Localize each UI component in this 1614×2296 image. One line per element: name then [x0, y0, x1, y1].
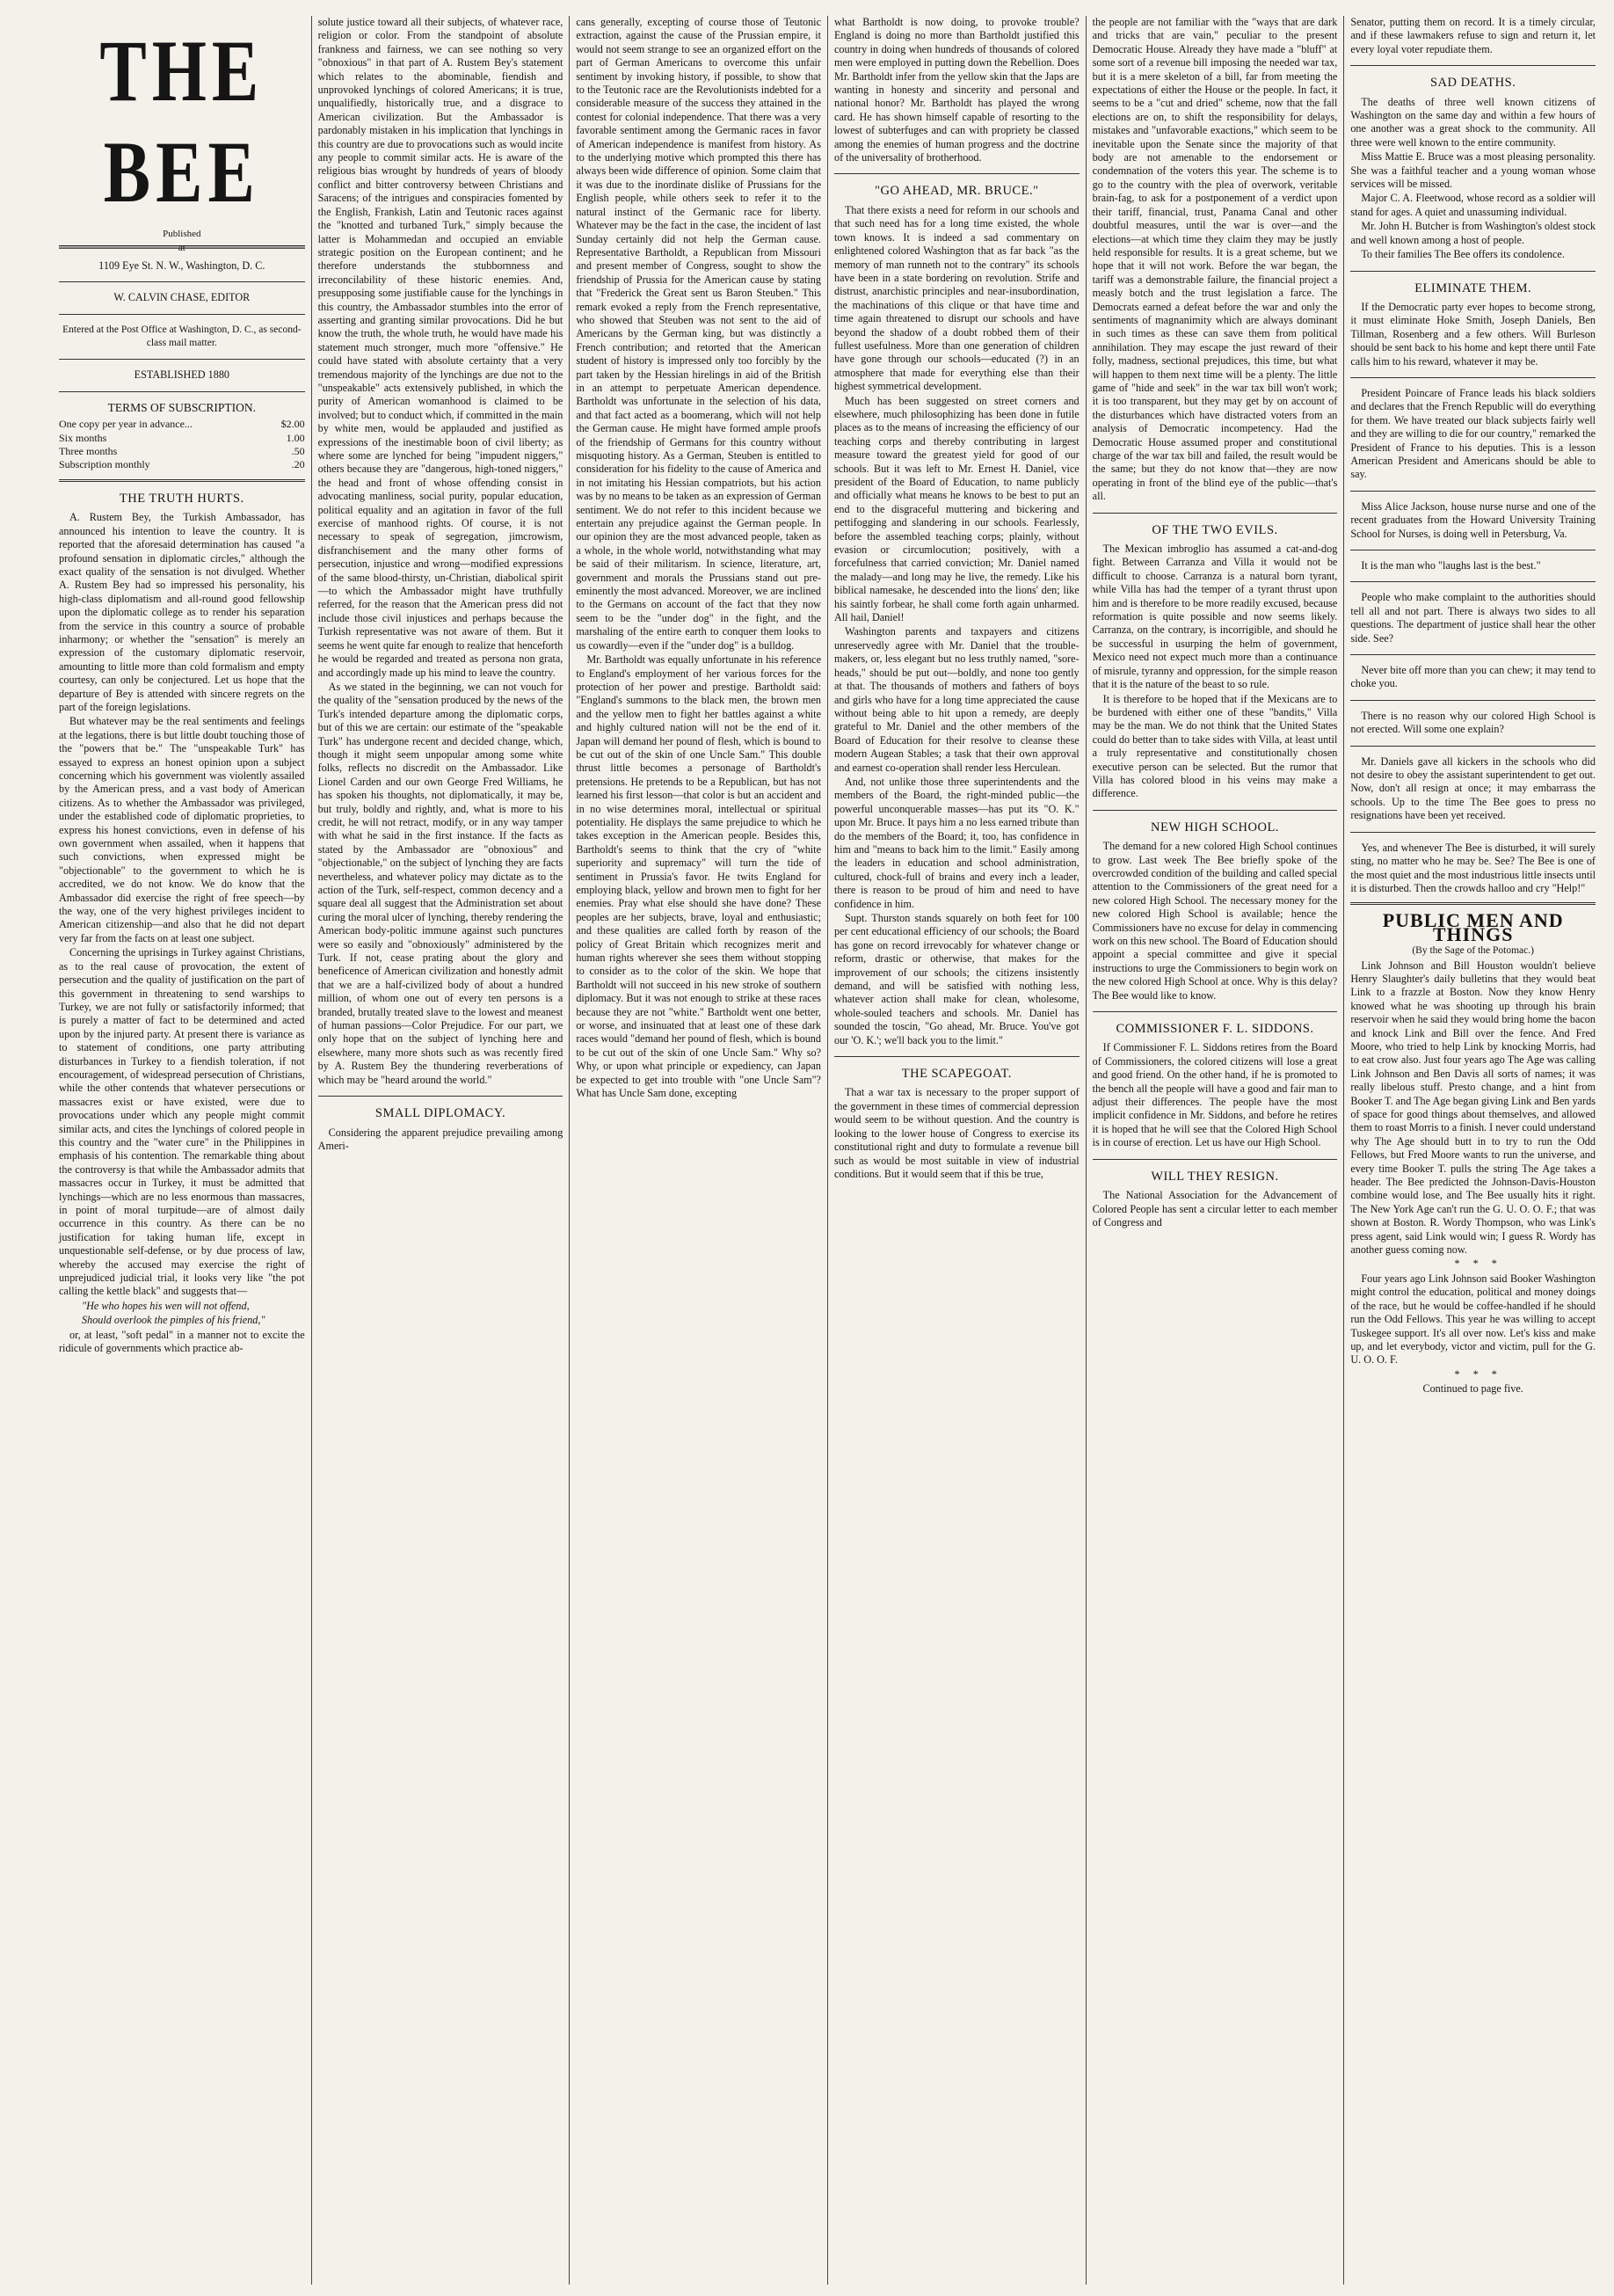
article-paragraph: The National Association for the Advancement of Colored People has sent a circular letter to each member of Congress and [1092, 1189, 1338, 1228]
brief-item: Never bite off more than you can chew; it may tend to choke you. [1350, 664, 1596, 690]
article-headline: THE SCAPEGOAT. [901, 1067, 1012, 1082]
byline: (By the Sage of the Potomac.) [1412, 945, 1534, 957]
divider [59, 281, 305, 282]
subscription-label: One copy per year in advance... [59, 418, 193, 431]
subscription-price: 1.00 [286, 431, 305, 444]
divider [1350, 271, 1596, 272]
article-paragraph: The deaths of three well known citizens of Washington on the same day and within a few hours of one another was a great shock to the community. All three were well known to the entire community. [1350, 95, 1596, 149]
subscription-label: Six months [59, 431, 107, 444]
article-paragraph: The demand for a new colored High School continues to grow. Last week The Bee briefly spoke of the overcrowded condition of the building and called special attention to the Commissioners of the great need for a new colored High School. The necessary money for the new colored High School is available; hence the Commissioners have no excuse for delay in commencing work on this new school. The Board of Education should appoint a special committee and give it special instructions to urge the Commissioners to begin work on the new colored High School at once. Why is this delay? The Bee would like to know. [1092, 840, 1338, 1002]
divider [59, 391, 305, 392]
table-row [59, 418, 305, 431]
divider [1093, 810, 1338, 811]
table-row [59, 458, 305, 471]
section-stars: * * * [1454, 1257, 1502, 1271]
subscription-table [59, 418, 305, 472]
column-6 [1343, 16, 1602, 2285]
at-label: at [178, 243, 185, 254]
article-paragraph: Concerning the uprisings in Turkey against Christians, as to the real cause of provocation, the extent of persecution and the quality of justification on the part of this government in threatening to send warships to Turkey, we are not fully or satisfactorily informed; that is purely a matter of fact to be determined and acted upon by the injured party. At present there is variance as to statement of conditions, one party attributing disturbances in Turkey to a fiendish toleration, if not encouragement, of widespread persecution of Christians, while the other contends that whatever persecutions or massacres exist or have existed, were due to provocations under which any people might commit similar acts, and cites the lynchings of colored people in this country and the "water cure" in the Philippines in emphasis of his contention. The remarkable thing about the controversy is that while the Ambassador admits that massacres occur in Turkey, it must be admitted that lynchings—which are no less enormous than massacres, in point of moral turpitude—are of almost daily occurrence in this country. As there can be no justification for taking human life, except in unquestionable self-defense, or by due process of law, whereby the accused may exercise the right of unprejudiced judicial trial, it looks very like "the pot calling the kettle black" and suggests that— [59, 946, 305, 1298]
divider [1350, 700, 1596, 701]
article-headline: COMMISSIONER F. L. SIDDONS. [1116, 1022, 1314, 1037]
article-paragraph: A. Rustem Bey, the Turkish Ambassador, has announced his intention to leave the country. It is reported that the aforesaid determination has caused "a profound sensation in diplomatic circles," although the exact quality of the sensation is not divulged. Whether A. Rustem Bey had so impressed his personality, his high-class diplomatism and all-round good fellowship upon the diplomatic college as to render his separation from the service in this country a source of probable inharmony; or whether the "sensation" is merely an expression of the customary diplomatic reservoir, amounting to little more than cold formalism and empty courtesy, can only be conjectured. Let us hope that the departure of Bey is attended with sincere regrets on the part of the foreign legislations. [59, 511, 305, 713]
continued-notice: Continued to page five. [1422, 1382, 1523, 1396]
article-paragraph: Miss Mattie E. Bruce was a most pleasing personality. She was a faithful teacher and a young woman whose services will be missed. [1350, 150, 1596, 191]
subscription-label: Three months [59, 445, 118, 458]
section-headline: PUBLIC MEN AND THINGS [1382, 909, 1564, 945]
divider [1350, 832, 1596, 833]
divider [1350, 902, 1596, 905]
article-paragraph: the people are not familiar with the "ways that are dark and tricks that are vain," peculiar to the present Democratic House. Already they have made a "bluff" at some sort of a revenue bill imposing the needed war tax, but it is a mere skeleton of a bill, far from meeting the expectations of either the House or the people. In fact, it seems to be a "cut and dried" scheme, now that the fall elections are on, to shift the responsibility for delays, mistakes and "unfavorable exactions," which seem to be inevitable upon the Senate since the majority of that body are not amenable to the endorsement or condemnation of the voters this year. The scheme is to go to the country with the plea of overwork, veritable brain-fag, to ask for a postponement of a verdict upon their tariff, financial, trust, Panama Canal and other doubtful measures, until the war is over—and the elections—at which time they claim they may be justly held responsible for results. It is a great scheme, but we hope that it will not work. Before the war began, the tariff was a demonstrable failure, the financial project a measly botch and the trust legislation a farce. The Democrats earned a defeat before the war and only the sentiments of magnanimity which are always dominant in such times as these can save them from political annihilation. They may escape the just reward of their folly, madness, sectional prejudices, this time, but what will happen to them next time will be a plenty. The little game of "hide and seek" in the war tax bill won't work; it is too transparent, but they may get by on account of the disturbances which have distracted voters from an analysis of Democratic incompetency. Had the Democratic House assumed proper and constitutional charge of the war tax bill and failed, the result would be the same; but they do not know that—they are now operating in front of the blind eye of the public—that's all. [1092, 16, 1338, 503]
article-paragraph: Link Johnson and Bill Houston wouldn't believe Henry Slaughter's daily bulletins that they would beat Link to a frazzle at Boston. Now they know Henry knowed what he was shooting up through his brain reservoir when he said they would bring home the bacon and knock Link and Bill over the fence. And Fred Moore, who tried to help Link by knocking Morris, had to eat crow also. Just four years ago The Age was calling Link Johnson and Ben Davis all sorts of names; it was really libelous stuff. Presto change, and a hint from Booker T. and The Age began giving Link and Ben yards of space for good things about themselves, and allowed them to roast Morris to a finish. I never could understand why The Age should butt in to try to run the Odd Fellows, but Fred Moore wants to run the universe, and every time Booker T. pulls the string The Age takes a header. The Bee predicted the Johnson-Davis-Houston combine would lose, and The Bee usually hits it right. The New York Age can't run the G. U. O. O. F.; that was shown at Boston. R. Wordy Thompson, who was Link's press agent, said Link would win; I guess R. Wordy has another guess coming now. [1350, 958, 1596, 1257]
divider [59, 314, 305, 315]
divider [1093, 1159, 1338, 1160]
published-label: Published [163, 229, 201, 239]
article-paragraph: Considering the apparent prejudice prevailing among Ameri- [317, 1126, 563, 1152]
article-paragraph: But whatever may be the real sentiments and feelings at the legations, there is but little doubt touching those of the "powers that be." The "unspeakable Turk" has essayed to express an honest opinion upon a subject concerning which his government was violently assailed by the American press, and a vast body of American citizens. As to whether the Ambassador was privileged, under the established code of diplomatic proprieties, to express his honest convictions, even in defense of his own government when assailed, when it happens that such convictions, when expressed might be "objectionable" to the government to which he is accredited, we do not know. We do know that the Ambassador did exercise the right of free speech—by the way, one of the very highest privileges incident to American citizenship—and also that he did not depart very far from the facts on at least one subject. [59, 715, 305, 944]
article-headline: OF THE TWO EVILS. [1152, 522, 1278, 537]
divider [59, 479, 305, 482]
article-paragraph: Major C. A. Fleetwood, whose record as a soldier will stand for ages. A quiet and unassuming individual. [1350, 192, 1596, 218]
article-paragraph: The Mexican imbroglio has assumed a cat-and-dog fight. Between Carranza and Villa it would not be difficult to choose. Carranza is a natural born tyrant, while Villa has had the temper of a tyrant thrust upon him and is therefore to be more readily excused, because reformation is quite possible and now seems likely. Carranza, on the contrary, is incorrigible, and should he be successful in usurping the helm of government, Mexico need not expect much more than a continuance of misrule, tyranny and oppression, for the simple reason that it is the nature of the beast to so rule. [1092, 543, 1338, 691]
masthead-title: THE BEE [59, 21, 305, 249]
brief-item: It is the man who "laughs last is the best." [1361, 559, 1541, 572]
article-paragraph: Much has been suggested on street corners and elsewhere, much philosophizing has been done in futile places as to the means of increasing the efficiency of our teaching corps and thereby contributing in largest measure toward the greatest yield for good of our schools. But it was left to Mr. Ernest H. Daniel, vice president of the Board of Education, to name publicly and officially what means he knows to be best to put an end to the disgraceful muttering and bickering and pettifogging and slandering in our schools. Fearlessly, before the assembled teaching corps; plainly, without evasion or circumlocution; positively, with a forcefulness that carried conviction; Mr. Daniel named the malady—and long may he live, the remedy. Like his biblical namesake, he descended into the lions' den; like his saintly forbear, he shall come forth again unharmed. All hail, Daniel! [833, 394, 1080, 624]
article-paragraph: Supt. Thurston stands squarely on both feet for 100 per cent educational efficiency of our schools; the Board has gone on record irrevocably for whatever change or reform, drastic or otherwise, that makes for the improvement of our schools; the citizens insistently demand, and will be satisfied with nothing less, whatever action shall make for clean, wholesome, whole-souled teachers and schools. Mr. Daniel has sounded the toscin, "Go ahead, Mr. Bruce. You've got our 'O. K.'; we'll back you to the limit." [833, 912, 1080, 1046]
article-paragraph: If the Democratic party ever hopes to become strong, it must eliminate Hoke Smith, Joseph Daniels, Ben Tillman, Rosenberg and a few others. Will Burleson should be sent back to his home and kept there until Fate calls him to his reward, whatever it may be. [1350, 300, 1596, 368]
editor-line: W. CALVIN CHASE, EDITOR [113, 291, 251, 304]
established-line: ESTABLISHED 1880 [134, 368, 230, 382]
column-1 [53, 16, 311, 2285]
quoted-verse: Should overlook the pimples of his friend," [82, 1314, 265, 1327]
brief-item: Miss Alice Jackson, house nurse nurse and one of the recent graduates from the Howard University Training School for Nurses, is doing well in Petersburg, Va. [1350, 499, 1596, 540]
divider [1350, 581, 1596, 582]
subscription-price: .50 [291, 445, 305, 458]
column-3 [569, 16, 827, 2285]
office-address: 1109 Eye St. N. W., Washington, D. C. [98, 259, 265, 272]
divider [1093, 513, 1338, 514]
brief-item: President Poincare of France leads his black soldiers and declares that the French Republic will do everything for them. We have treated our black subjects fairly well and they are willing to die for our country," remarked the President of France to his deputies. This is a lesson American President and Americans should be able to say. [1350, 386, 1596, 481]
divider [1350, 65, 1596, 66]
article-paragraph: Senator, putting them on record. It is a timely circular, and if these lawmakers refuse to sign and return it, let every loyal voter repudiate them. [1350, 16, 1596, 55]
divider [59, 359, 305, 360]
article-headline: THE TRUTH HURTS. [119, 491, 244, 506]
article-paragraph: As we stated in the beginning, we can not vouch for the quality of the "sensation produced by the news of the Turk's intended departure among the diplomatic corps, but of this we are certain: our estimate of the "speakable Turk" has undergone recent and decided change, which, though it might seem unpopular among some white folks, reflects no discredit on the Ambassador. Like Lionel Carden and our own George Fred Williams, he has spoken his thoughts, not diplomatically, it may be, but truly, boldly and rightly, and, what is more to his credit, he will not retract, modify, or in any way tamper with what he said in the first instance. If the facts as stated by the Ambassador are "obnoxious" and "objectionable," on the subject of lynching they are facts nevertheless, and whatever policy may dictate as to the action of the Turk, self-respect, common decency and a square deal all suggest that the Administration set about curing the moral ulcer of lynching, thereby rendering the American body-politic immune against such punctures were so easily and "obnoxiously" administered by the Turk. If not, cease prating about the glory and beneficence of American civilization and honestly admit that we are a half-civilized body of about a hundred million, of whom one out of every ten persons is a branded, brutally treated slave to the lowest and meanest of human passions—Color Prejudice. For our part, we only hope that on the subject of lynching here and elsewhere, many more shots such as was recently fired by A. Rustem Bey the thundering reverberations of which may be "heard around the world." [317, 680, 563, 1086]
divider [834, 1056, 1080, 1057]
article-headline: NEW HIGH SCHOOL. [1151, 820, 1279, 835]
article-headline: "GO AHEAD, MR. BRUCE." [875, 184, 1039, 199]
article-paragraph: Washington parents and taxpayers and citizens unreservedly agree with Mr. Daniel that the trouble-makers, or, less elegant but no less truthly named, "sore-heads," should be put out—boldly, and none too gently at that. The thousands of mothers and fathers of boys and girls who have for a long time appreciated the cause without being able to hit upon a remedy, are deeply grateful to Mr. Daniel and the other members of the Board of Education for their resolve to cleanse these modern Augean Stables; a task that their own approval and earnest co-operation shall render less Herculean. [833, 625, 1080, 774]
subscription-price: $2.00 [280, 418, 305, 431]
article-headline: ELIMINATE THEM. [1414, 281, 1532, 295]
subscription-heading: TERMS OF SUBSCRIPTION. [107, 400, 257, 414]
article-paragraph: Mr. Bartholdt was equally unfortunate in his reference to England's employment of her various forces for the protection of her power and prestige. Bartholdt said: "England's summons to the black men, the brown men and the yellow men to fight her battles against a white and highly cultured nation will not be the end of it. Japan will demand her pound of flesh, which is bound to be cut out of the skin of one Uncle Sam." This double thrust little becomes a personage of Bartholdt's pretensions. He pretends to be a Republican, but has not learned his first lesson—that color is but an accident and in no wise determines moral, intellectual or spiritual potentiality. He displays the same prejudice to which he takes exception in the American people. Besides this, Bartholdt's seems to think that the cry of "white superiority and supremacy" will turn the tide of sentiment in Prussia's favor. He twits England for employing black, yellow and brown men to fight for her enemies. Pray what else should she have done? These peoples are her subjects, brave, loyal and enthusiastic; and these qualities are called forth by reason of the policy of Great Britain which recognizes merit and human rights wherever she sees them without stopping to consider as to the color of the skin. We hope that Bartholdt will not succeed in his new stroke of southern diplomacy. But it was not enough to strike at these races because they are not "white." Bartholdt went one better, or worse, and insinuated that at least one of these dark races would "demand her pound of flesh, which is bound to be cut out of the skin of one Uncle Sam." Why so? Why, or upon what principle or expediency, can Japan be expected to get into trouble with "one Uncle Sam"? What has Uncle Sam done, excepting [576, 653, 821, 1100]
article-paragraph: cans generally, excepting of course those of Teutonic extraction, against the cause of the Prussian empire, it would not seem strange to see an organized effort on the part of German Americans to overcome this unfair sentiment by invoking history, if possible, to show that to the Teutonic race are the Revolutionists indebted for a considerable measure of the success they attained in the contest for colonial independence. That there was a very favorable sentiment among the Germanic races in favor of American independence is manifest from history. As to the underlying motive which prompted this there has always been wide difference of opinion. Some claim that it was due to the inordinate dislike of Prussians for the English people, while others seek to refer it to the natural instinct of the Germanic race for liberty. Whatever may be the fact in the case, the incident of last Sunday certainly did not help the German cause. Representative Bartholdt, a Republican from Missouri and present member of Congress, sought to show the friendship of Prussia for the American cause by stating that "Frederick the Great sent us Baron Steuben." This remark evoked a reply from the French representative, who showed that Steuben was not sent to the aid of Americans by the German king, but was distinctly a French contribution; and retorted that the American student of history is impressed only too forcibly by the part taken by the Hessian hirelings in aid of the British in an attempt to perpetuate American dependence. Bartholdt was unfortunate in the selection of his data, and that fact acted as a boomerang, which will not help the German cause. He might have formed ample proofs of the friendship of Germans for this country without misquoting history. As a German, Steuben is entitled to consideration for his fidelity to the cause of America and in not imitating his Hessian compatriots, but his action was by no means to be taken as an expression of German sentiment. We do not refer to this incident because we entertain any prejudice against the German people. In our opinion they are the most advanced people, taken as a whole, in the whole world, notwithstanding what may be said of their militarism. In science, literature, art, government and morals the Prussians stand out pre-eminently the most advanced. Moreover, we are inclined to the Germans on account of the fact that they now seem to be the "under dog" in the fight, and the marshaling of the entire earth to conquer them looks to us cowardly—even if the "under dog" is a bulldog. [576, 16, 821, 652]
article-headline: SAD DEATHS. [1429, 76, 1516, 91]
article-paragraph: That there exists a need for reform in our schools and that such need has for a long time existed, the whole town knows. It is indeed a sad commentary on enlightened colored Washington that as far back "as the memory of man runneth not to the contrary" its schools have been in a state bordering on revolution. Strife and distrust, anarchistic principles and near-insubordination, the machinations of this clique or that have time and time again threatened to disrupt our schools and have beyond the shadow of a doubt robbed them of their fullest usefulness. More than one generation of children have gone through our schools—educated (?) in an atmosphere that made for everything else than their highest symmetrical development. [833, 203, 1080, 393]
article-headline: WILL THEY RESIGN. [1151, 1169, 1279, 1184]
table-row [59, 432, 305, 445]
section-stars: * * * [1454, 1367, 1502, 1381]
article-paragraph: If Commissioner F. L. Siddons retires from the Board of Commissioners, the colored citizens will lose a great and good friend. On the other hand, if he is promoted to the bench all the people will have a good and fair man to adjust their differences. The people have the most implicit confidence in Mr. Siddons, and before he retires it is hoped that he will see that the Colored High School is in course of erection. Let us have our High School. [1092, 1041, 1338, 1149]
column-grid [53, 16, 1602, 2285]
article-paragraph: what Bartholdt is now doing, to provoke trouble? England is doing no more than Bartholdt justified this country in doing when hundreds of thousands of colored men were employed in putting down the Rebellion. Does Mr. Bartholdt infer from the yellow skin that the Japs are wanting in honesty and sincerity and personal and national honor? Mr. Bartholdt has played the wrong card. He has shown himself capable of resorting to the lowest of subterfuges and can with propriety be classed among the enemies of human progress and the doctrine of the universality of brotherhood. [833, 16, 1080, 164]
article-headline: SMALL DIPLOMACY. [374, 1106, 506, 1121]
article-paragraph: or, at least, "soft pedal" in a manner not to excite the ridicule of governments which practice ab- [59, 1328, 305, 1355]
divider [1093, 1011, 1338, 1012]
column-5 [1086, 16, 1344, 2285]
article-paragraph: solute justice toward all their subjects, of whatever race, religion or color. From the standpoint of absolute frankness and fairness, we can see nothing so very "obnoxious" in that part of A. Rustem Bey's statement which relates to the abominable, fiendish and unprovoked lynchings of colored Americans; it is true, unqualifiedly, historically true, and a disgrace to American civilization. But the Ambassador is pardonably mistaken in his implication that lynchings in this country are due to provocations such as would incite any people to commit similar acts. He is aware of the religious bias wrought by hundreds of years of bloody conflict and bitter controversy between Christians and Saracens; of the intrigues and conspiracies fomented by the English, Frankish, Latin and Teutonic races against the "knotted and turbaned Turk," simply because the latter is Mohammedan and occupied an enviable strategic position on the European continent; and he therefore understands the stubbornness and irreconcilability of these historic enemies. And, presupposing some justifiable cause for the lynchings in this country, the Ambassador stumbles into the error of asserting and granting similar provocations. Did he but know the truth, the whole truth, he would have made his statement much stronger, much more "offensive." He could have stated with absolute certainty that a very tremendous majority of the lynchings are due not to the "unspeakable" acts extensively published, in which the purity of American womanhood is claimed to be involved; but to conduct which, if committed in the main by white men, would be applauded and justified as expressions of the inestimable boon of civil liberty; as where some are lynched for being "impudent niggers," others because they are "dangerous, high-toned niggers," the head and front of whose offending consist in advocating manliness, social purity, popular education, political equality and an agitation in favor of the full exercise of manhood rights. Of course, it is not necessary to speak of segregation, jimcrowism, disfranchisement and the many other forms of persecution, injustice and wrong—modified expressions of the same blood-thirsty, un-Christian, diabolical spirit—to which the Ambassador might have truthfully referred, for the reason that the American press did not include those civil injustices and perhaps because the Turkish representative was not aware of them. But it seems he went quite far enough to realize that henceforth he would be regarded and treated as persona non grata, and accordingly made up his mind to leave the country. [317, 16, 563, 679]
brief-item: There is no reason why our colored High School is not erected. Will some one explain? [1350, 709, 1596, 736]
divider [834, 173, 1080, 174]
subscription-label: Subscription monthly [59, 458, 150, 471]
article-paragraph: To their families The Bee offers its condolence. [1361, 248, 1565, 261]
quoted-verse: "He who hopes his wen will not offend, [82, 1299, 250, 1312]
article-paragraph: Mr. John H. Butcher is from Washington's oldest stock and well known among a host of people. [1350, 220, 1596, 246]
entry-notice: Entered at the Post Office at Washington, D. C., as second-class mail matter. [62, 324, 302, 349]
brief-item: People who make complaint to the authorities should tell all and not part. There is always two sides to all questions. The department of justice shall hear the other side. See? [1350, 591, 1596, 645]
column-4 [827, 16, 1086, 2285]
brief-item: Mr. Daniels gave all kickers in the schools who did not desire to obey the assistant superintendent to get out. Now, don't all resign at once; it may embarrass the schools. Up to the time The Bee goes to press no resignations have been yet received. [1350, 754, 1596, 822]
article-paragraph: And, not unlike those three superintendents and the members of the Board, the right-minded public—the powerful unconquerable masses—has put its "O. K." upon Mr. Bruce. It pays him a no less earned tribute than do the members of the Board; it, too, has confidence in him and "means to back him to the limit." Easily among the leaders in education and school administration, cultured, chock-full of brains and every inch a leader, there is reason to be proud of him and need to have confidence in him. [833, 775, 1080, 910]
article-paragraph: Four years ago Link Johnson said Booker Washington might control the education, political and money doings of the race, but he would be coffee-handled if he should run the Odd Fellows. This year he was willing to accept Tuskegee support. It's all over now. Let's kiss and make up, and let everybody, victor and victim, pull for the G. U. O. O. F. [1350, 1272, 1596, 1367]
article-paragraph: That a war tax is necessary to the proper support of the government in these times of commercial depression would seem to be without question. And the country is looking to the lower house of Congress to exercise its constitutional right and duty to formulate a revenue bill such as would be most suitable in view of industrial conditions. But it would seem that if this be true, [833, 1086, 1080, 1180]
subscription-price: .20 [291, 458, 305, 471]
brief-item: Yes, and whenever The Bee is disturbed, it will surely sting, no matter who he may be. See? The Bee is one of the most quiet and the most industrious little insects until it is disturbed. Then the crowds halloo and cry "Help!" [1350, 841, 1596, 894]
divider [1350, 377, 1596, 378]
divider [1350, 746, 1596, 747]
divider [1350, 654, 1596, 655]
table-row [59, 445, 305, 458]
article-paragraph: It is therefore to be hoped that if the Mexicans are to be burdened with either one of these "bandits," Villa may be the man. We do not think that the United States could do better than to take sides with Villa, at least until a truly representative and constitutionally chosen executive person can be selected. But the rumor that Villa has colored blood in his veins may make a difference. [1092, 692, 1338, 800]
divider [1350, 491, 1596, 492]
column-2 [311, 16, 570, 2285]
divider [318, 1096, 563, 1097]
